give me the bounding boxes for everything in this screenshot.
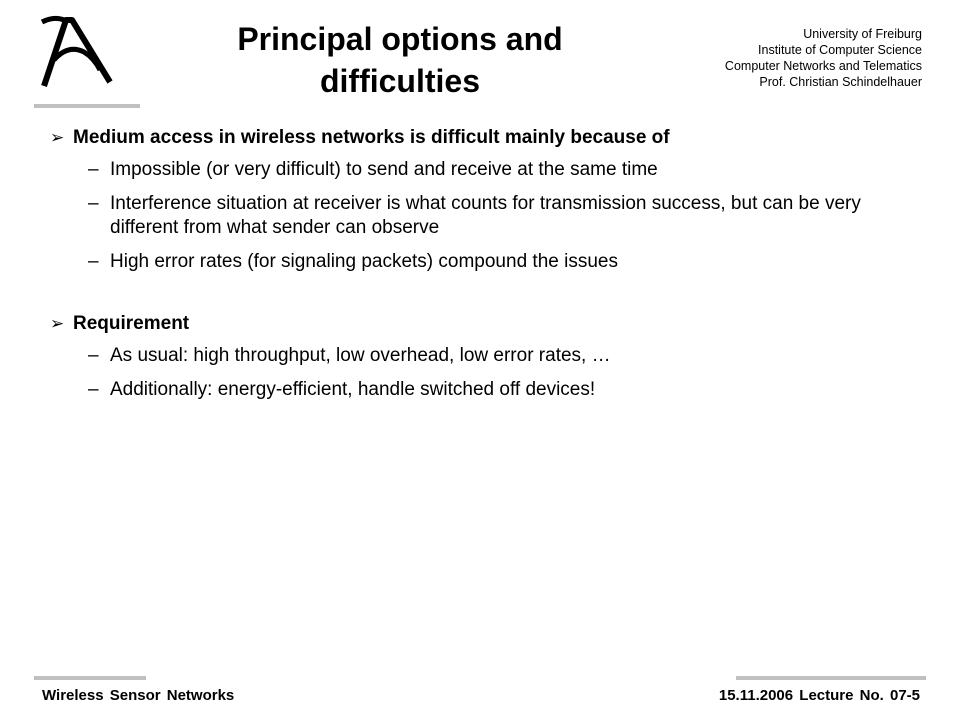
dash-bullet: –: [88, 193, 99, 214]
section-heading-requirement: [50, 312, 920, 336]
footer-date-lecture: 15.11.2006 Lecture No. 07-5: [718, 687, 920, 704]
dash-bullet: –: [88, 379, 99, 400]
slide-content: [50, 126, 920, 412]
affiliation-department: Computer Networks and Telematics: [724, 59, 922, 73]
slide-title-line-1: Principal options and: [237, 21, 563, 57]
list-item-text: Interference situation at receiver is what counts for transmission success, but can be very different from what sender can observe: [110, 193, 861, 238]
list-item-text: High error rates (for signaling packets) compound the issues: [110, 251, 618, 272]
requirement-list: [50, 344, 920, 402]
list-item-text: Impossible (or very difficult) to send and receive at the same time: [110, 159, 658, 180]
arrow-bullet-icon: ➢: [50, 314, 65, 333]
affiliation-block: [622, 26, 922, 90]
list-item: [50, 378, 920, 402]
slide-title-line-2: difficulties: [319, 63, 480, 99]
arrow-bullet-icon: ➢: [50, 128, 65, 147]
affiliation-professor: Prof. Christian Schindelhauer: [759, 75, 922, 89]
list-item: [50, 250, 920, 274]
footer-course-title: Wireless Sensor Networks: [42, 687, 235, 704]
footer-divider-left: [34, 676, 146, 680]
medium-access-list: [50, 158, 920, 274]
freiburg-university-logo-icon: [38, 14, 118, 94]
affiliation-university: University of Freiburg: [803, 27, 922, 41]
dash-bullet: –: [88, 159, 99, 180]
list-item-text: As usual: high throughput, low overhead, low error rates, …: [110, 345, 611, 366]
section-heading-medium-access: [50, 126, 920, 150]
footer-divider-right: [736, 676, 926, 680]
list-item: [50, 192, 920, 240]
section-heading-text: Medium access in wireless networks is difficult mainly because of: [73, 127, 670, 148]
dash-bullet: –: [88, 251, 99, 272]
list-item-text: Additionally: energy-efficient, handle switched off devices!: [110, 379, 596, 400]
slide-title: [180, 18, 620, 102]
section-heading-text: Requirement: [73, 313, 190, 334]
list-item: [50, 344, 920, 368]
logo-divider: [34, 104, 140, 108]
dash-bullet: –: [88, 345, 99, 366]
list-item: [50, 158, 920, 182]
affiliation-institute: Institute of Computer Science: [758, 43, 922, 57]
